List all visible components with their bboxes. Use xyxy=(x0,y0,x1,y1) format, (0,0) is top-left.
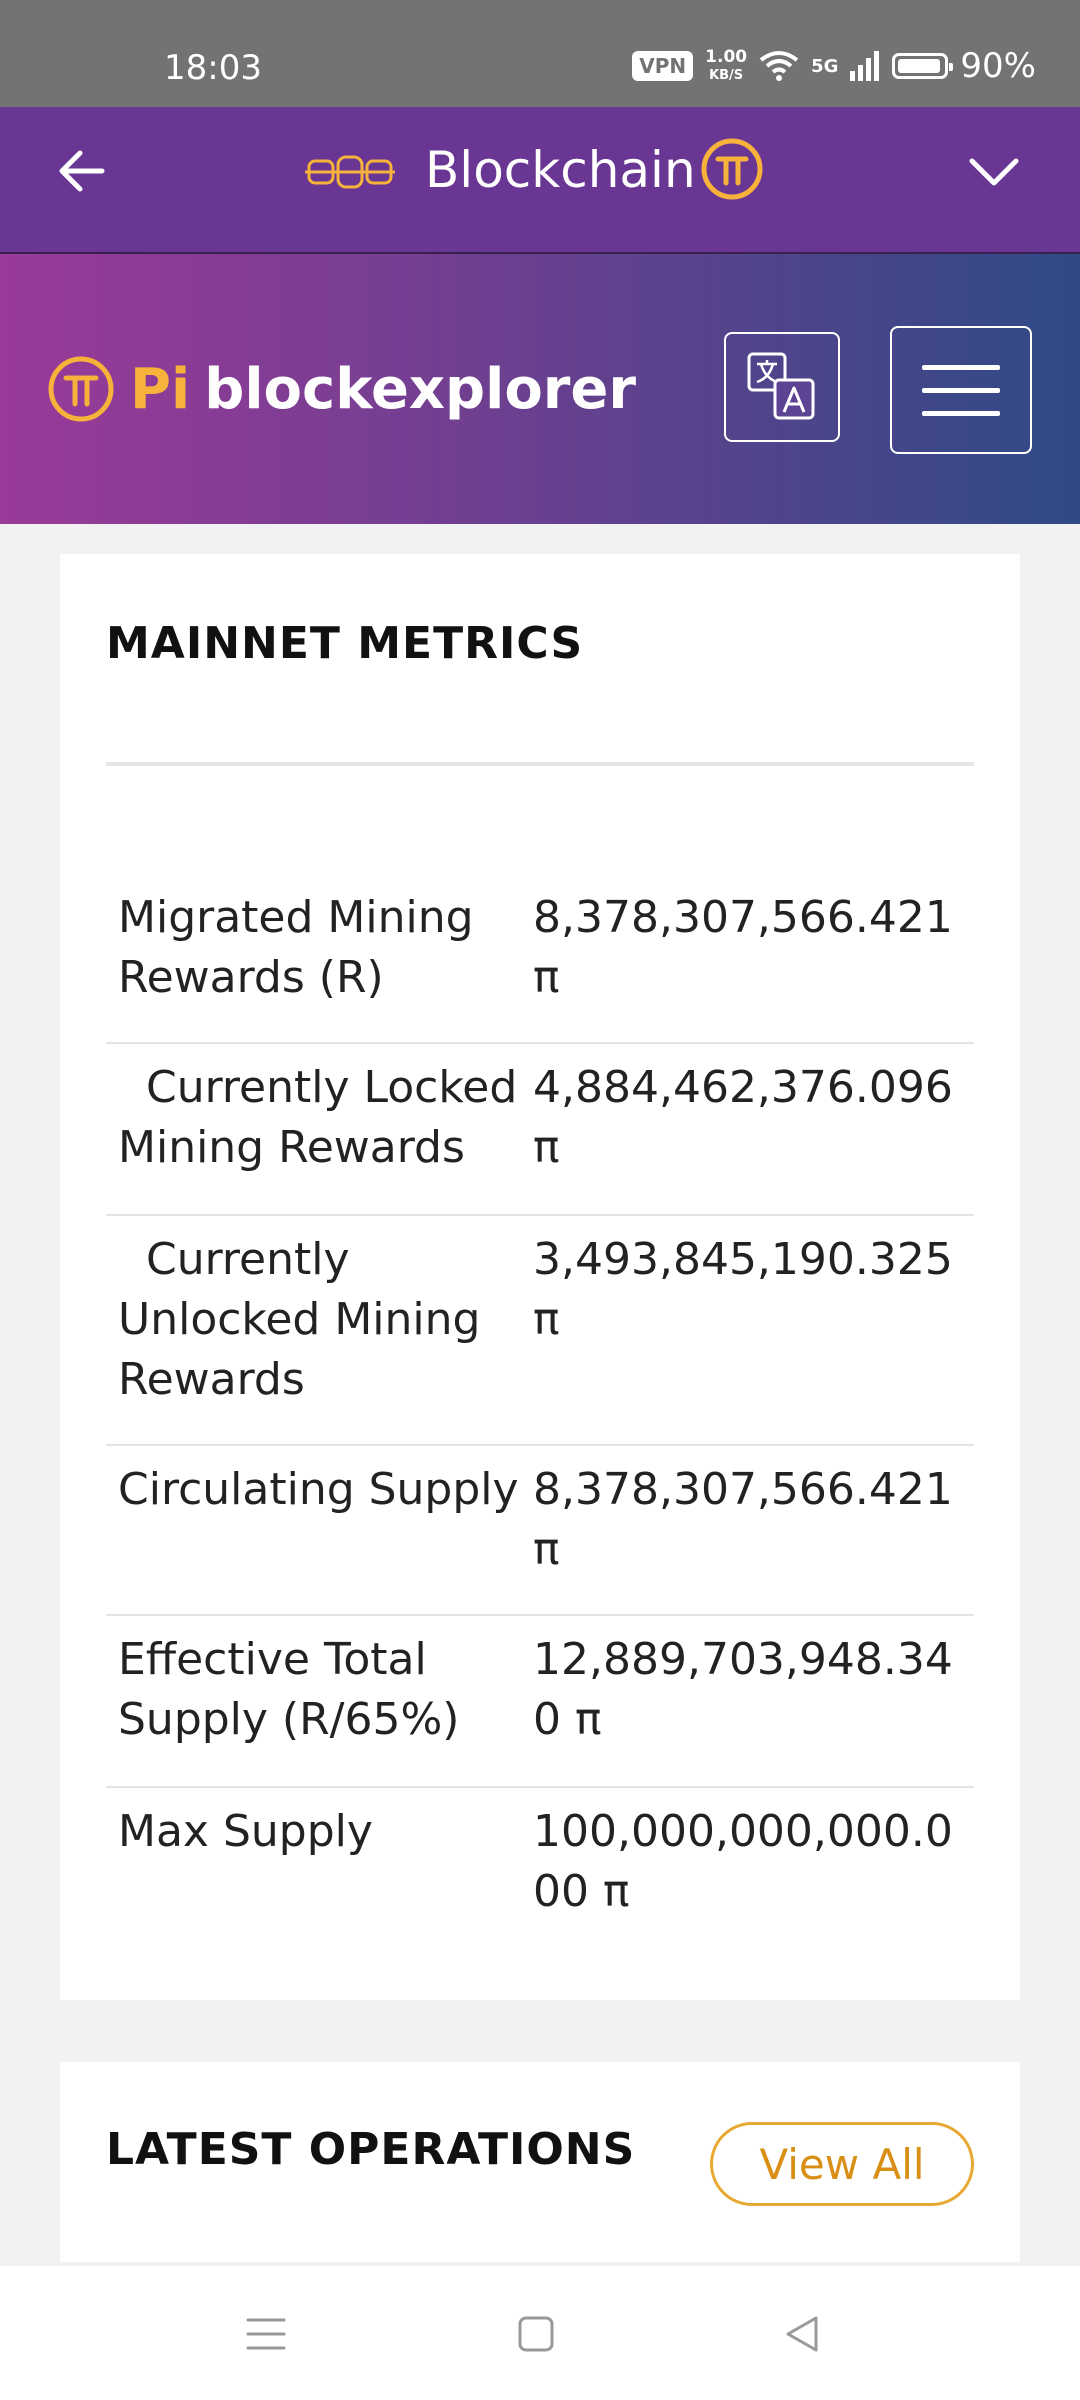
menu-line-icon xyxy=(922,388,1000,393)
metric-value: 8,378,307,566.421 π xyxy=(533,1464,953,1575)
metric-row-circulating xyxy=(106,1446,974,1616)
chain-icon xyxy=(305,147,395,197)
wifi-icon xyxy=(759,50,799,82)
menu-line-icon xyxy=(922,365,1000,370)
logo-blockexplorer-text: blockexplorer xyxy=(204,356,637,422)
latest-operations-card xyxy=(60,2062,1020,2262)
metrics-divider xyxy=(106,762,974,766)
metric-row-unlocked xyxy=(106,1216,974,1446)
translate-button[interactable] xyxy=(724,332,840,442)
metric-label: Circulating Supply xyxy=(118,1464,519,1515)
menu-line-icon xyxy=(922,411,1000,416)
system-nav-bar xyxy=(0,2266,1080,2400)
metric-row-max-supply xyxy=(106,1788,974,1958)
operations-title: LATEST OPERATIONS xyxy=(106,2124,636,2175)
metrics-title: MAINNET METRICS xyxy=(106,618,584,669)
metric-value: 12,889,703,948.340 π xyxy=(533,1634,953,1745)
hamburger-menu-button[interactable] xyxy=(890,326,1032,454)
metrics-table xyxy=(106,874,974,1958)
vpn-badge: VPN xyxy=(632,51,693,81)
metric-label: Currently Locked Mining Rewards xyxy=(118,1062,518,1173)
recent-apps-icon[interactable] xyxy=(244,2312,288,2356)
metric-row-locked xyxy=(106,1044,974,1216)
app-title: Blockchain xyxy=(425,141,696,199)
speed-value: 1.00 xyxy=(705,46,748,67)
metric-label: Effective Total Supply (R/65%) xyxy=(118,1634,460,1745)
speed-unit: KB/S xyxy=(709,67,744,83)
metric-value: 100,000,000,000.000 π xyxy=(533,1806,953,1917)
metric-label: Max Supply xyxy=(118,1806,373,1857)
battery-icon xyxy=(892,53,948,79)
metric-value: 3,493,845,190.325 π xyxy=(533,1234,953,1345)
metric-value: 8,378,307,566.421 π xyxy=(533,892,953,1003)
metric-row-migrated xyxy=(106,874,974,1044)
back-arrow-icon[interactable] xyxy=(52,141,112,201)
pi-blockexplorer-logo[interactable] xyxy=(46,354,636,424)
status-bar xyxy=(0,0,1080,107)
metric-label: Migrated Mining Rewards (R) xyxy=(118,892,474,1003)
view-all-button[interactable]: View All xyxy=(710,2122,974,2206)
back-nav-icon[interactable] xyxy=(780,2312,824,2356)
chevron-down-icon[interactable] xyxy=(966,147,1022,197)
translate-icon xyxy=(745,350,819,424)
network-speed xyxy=(705,46,748,84)
status-icons xyxy=(632,46,1036,86)
metric-row-effective-total xyxy=(106,1616,974,1788)
metric-value: 4,884,462,376.096 π xyxy=(533,1062,953,1173)
pi-logo-icon xyxy=(46,354,116,424)
pi-coin-icon xyxy=(700,137,764,201)
battery-percent: 90% xyxy=(960,46,1036,86)
home-icon[interactable] xyxy=(514,2312,558,2356)
explorer-banner xyxy=(0,254,1080,524)
app-bar xyxy=(0,107,1080,254)
network-type: 5G xyxy=(811,55,839,77)
status-time: 18:03 xyxy=(164,48,262,88)
signal-icon xyxy=(850,51,880,81)
mainnet-metrics-card xyxy=(60,554,1020,2000)
logo-pi-text: Pi xyxy=(130,356,191,422)
metric-label: Currently Unlocked Mining Rewards xyxy=(118,1234,481,1405)
